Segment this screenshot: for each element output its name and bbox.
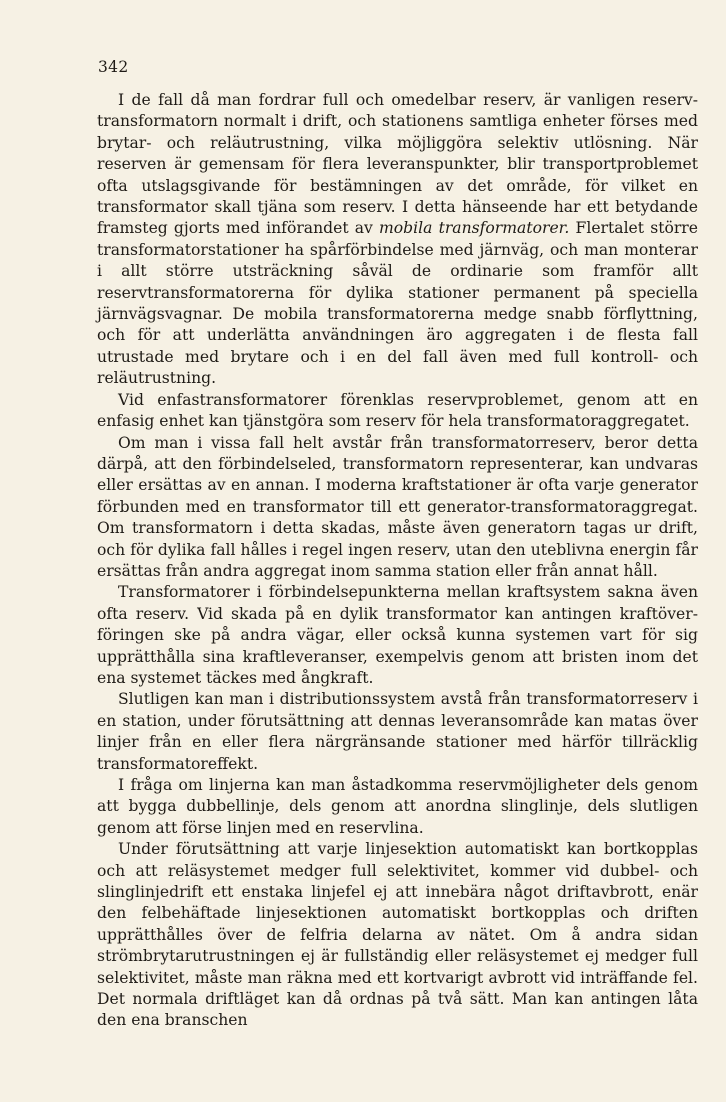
paragraph-text: Flertalet större transformatorstationer ha spårförbindelse med järnväg, och man monterar i allt större utsträckning såväl de ordinarie som framför allt reservtransformatorerna för dylika stationer permanent på speciella järnvägsvagnar. De mobila transformatorerna medge snabb förflyttning, och för att underlätta användningen äro aggregaten i de flesta fall utrustade med brytare och i en del fall även med full kontroll- och reläutrustning. (97, 219, 698, 388)
paragraph-lines: I fråga om linjerna kan man åstadkomma reservmöjligheter dels genom att bygga dubbellinje, dels genom att anordna slinglinje, dels slutligen genom att förse linjen med en reservlina. (97, 776, 698, 837)
paragraph-no-reserve: Om man i vissa fall helt avstår från transformatorreserv, beror detta därpå, att den förbindelseled, transformatorn representerar, kan undvaras eller ersättas av en annan. I moderna kraftstationer är ofta varje generator förbunden med en transformator till ett generator-transformatoraggregat. Om transformatorn i detta skadas, måste även generatorn tagas ur drift, och för dylika fall hålles i regel ingen reserv, utan den uteblivna energin får ersättas från andra aggregat inom samma station eller från annat håll. (97, 433, 698, 580)
paragraph-interconnection: Transformatorer i förbindelsepunkterna mellan kraftsystem sakna även ofta reserv. Vid skada på en dylik transformator kan antingen kraftöverföringen ske på andra vägar, eller också kunna systemen vart för sig upprätthålla sina kraftleveranser, exempelvis genom att bristen inom det ena systemet täckes med ångkraft. (97, 583, 698, 687)
paragraph-mobile-transformers (97, 90, 698, 390)
body-text (97, 90, 698, 1032)
paragraph-single-phase: Vid enfastransformatorer förenklas reservproblemet, genom att en enfasig enhet kan tjänstgöra som reserv för hela transformatoraggregatet. (97, 390, 698, 431)
paragraph-text: I de fall då man fordrar full och omedelbar reserv, är vanligen reservtransformatorn normalt i drift, och stationens samtliga enheter förses med brytar- och reläutrustning, vilka möjliggöra selektiv utlösning. När reserven är gemensam för flera leveranspunkter, blir transportproblemet ofta utslagsgivande för bestämningen av det område, för vilket en transformator skall tjäna som reserv. I detta hänseende har ett betydande framsteg gjorts med införandet av (97, 91, 698, 238)
page-number: 342 (98, 58, 129, 76)
paragraph-selectivity: Under förutsättning att varje linjesektion automatiskt kan bortkopplas och att reläsystemet medger full selektivitet, kommer vid dubbel- och slinglinjedrift ett enstaka linjefel ej att innebära något driftavbrott, enär den felbehäftade linjesektionen automatiskt bortkopplas och driften upprätthålles över de felfria delarna av nätet. Om å andra sidan strömbrytarutrustningen ej är fullständig eller reläsystemet ej medger full selektivitet, måste man räkna med ett kortvarigt avbrott vid inträffande fel. Det normala driftläget kan då ordnas på två sätt. Man kan antingen låta den ena branschen (97, 840, 698, 1030)
paragraph-distribution: Slutligen kan man i distributionssystem avstå från transformatorreserv i en station, under förutsättning att dennas leveransområde kan matas över linjer från en eller flera närgränsande stationer med härför tillräcklig transformatoreffekt. (97, 690, 698, 773)
emphasized-term: mobila transformatorer. (379, 219, 570, 238)
